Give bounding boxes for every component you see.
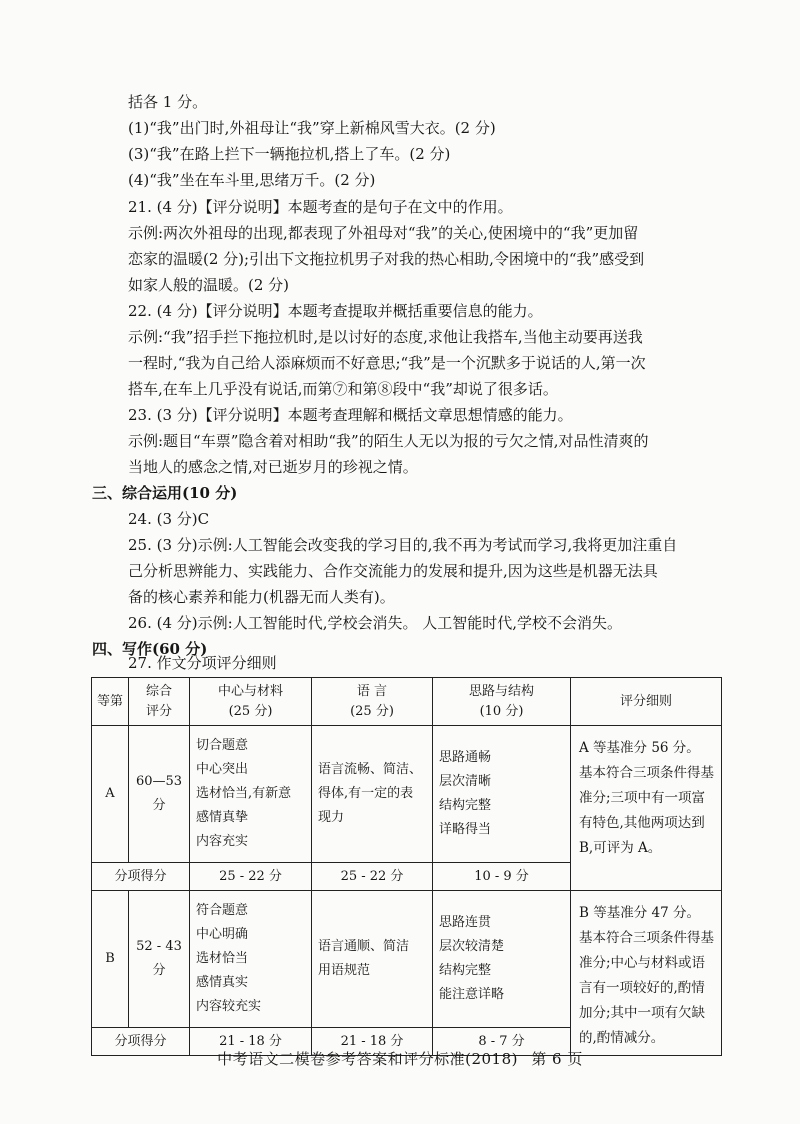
text-line: 示例:“我”招手拦下拖拉机时,是以讨好的态度,求他让我搭车,当他主动要再送我 (128, 328, 643, 346)
content-cell: 符合题意 中心明确 选材恰当 感情真实 内容较充实 (190, 891, 312, 1028)
footer-title: 中考语文二模卷参考答案和评分标准(2018) (217, 1050, 518, 1068)
subtotal-label: 分项得分 (92, 1028, 190, 1056)
subtotal-cell: 10 - 9 分 (433, 863, 571, 891)
rules-cell: B 等基准分 47 分。 基本符合三项条件得基 准分;中心与材料或语 言有一项较好的,酌情 加分;其中一项有欠缺 的,酌情减分。 (571, 891, 722, 1056)
language-cell: 语言流畅、简洁、 得体,有一定的表 现力 (312, 726, 433, 863)
subtotal-cell: 8 - 7 分 (433, 1028, 571, 1056)
text-line: 一程时,“我为自己给人添麻烦而不好意思;“我”是一个沉默多于说话的人,第一次 (128, 354, 646, 372)
grade-cell: B (92, 891, 129, 1028)
question-23: 23. (3 分)【评分说明】本题考查理解和概括文章思想情感的能力。 (128, 406, 573, 424)
structure-cell: 思路通畅 层次清晰 结构完整 详略得当 (433, 726, 571, 863)
text-line: 备的核心素养和能力(机器无而人类有)。 (128, 588, 395, 606)
page-number: 第 6 页 (531, 1050, 583, 1068)
question-26: 26. (4 分)示例:人工智能时代,学校会消失。 人工智能时代,学校不会消失。 (128, 614, 622, 632)
header-cell: 思路与结构 (10 分) (433, 678, 571, 726)
text-line: 当地人的感念之情,对已逝岁月的珍视之情。 (128, 458, 418, 476)
subtotal-label: 分项得分 (92, 863, 190, 891)
text-line: 己分析思辨能力、实践能力、合作交流能力的发展和提升,因为这些是机器无法具 (128, 562, 658, 580)
table-row (92, 891, 722, 1028)
header-cell: 语 言 (25 分) (312, 678, 433, 726)
text-line: (3)“我”在路上拦下一辆拖拉机,搭上了车。(2 分) (128, 145, 451, 163)
table-header-row (92, 678, 722, 726)
text-line: 如家人般的温暖。(2 分) (128, 276, 290, 294)
header-cell: 等第 (92, 678, 129, 726)
text-line: 示例:题目“车票”隐含着对相助“我”的陌生人无以为报的亏欠之情,对品性清爽的 (128, 432, 649, 450)
section-heading: 四、写作(60 分) (92, 640, 208, 658)
header-cell: 评分细则 (571, 678, 722, 726)
scoring-table (91, 677, 722, 1056)
subtotal-cell: 25 - 22 分 (312, 863, 433, 891)
question-21: 21. (4 分)【评分说明】本题考查的是句子在文中的作用。 (128, 198, 513, 216)
rules-cell: A 等基准分 56 分。 基本符合三项条件得基 准分;三项中有一项富 有特色,其他两项达到 B,可评为 A。 (571, 726, 722, 891)
question-24: 24. (3 分)C (128, 510, 210, 528)
language-cell: 语言通顺、简洁 用语规范 (312, 891, 433, 1028)
question-27: 27. 作文分项评分细则 (128, 654, 277, 672)
page-footer (0, 1048, 800, 1069)
content-cell: 切合题意 中心突出 选材恰当,有新意 感情真挚 内容充实 (190, 726, 312, 863)
text-line: 搭车,在车上几乎没有说话,而第⑦和第⑧段中“我”却说了很多话。 (128, 380, 558, 398)
subtotal-cell: 25 - 22 分 (190, 863, 312, 891)
text-line: (4)“我”坐在车斗里,思绪万千。(2 分) (128, 171, 376, 189)
grade-cell: A (92, 726, 129, 863)
subtotal-cell: 21 - 18 分 (312, 1028, 433, 1056)
question-22: 22. (4 分)【评分说明】本题考查提取并概括重要信息的能力。 (128, 302, 543, 320)
subtotal-cell: 21 - 18 分 (190, 1028, 312, 1056)
section-heading: 三、综合运用(10 分) (92, 484, 238, 502)
header-cell: 中心与材料 (25 分) (190, 678, 312, 726)
text-line: 示例:两次外祖母的出现,都表现了外祖母对“我”的关心,使困境中的“我”更加留 (128, 224, 639, 242)
range-cell: 60—53 分 (129, 726, 190, 863)
text-line: (1)“我”出门时,外祖母让“我”穿上新棉风雪大衣。(2 分) (128, 119, 496, 137)
text-line: 括各 1 分。 (128, 93, 208, 111)
structure-cell: 思路连贯 层次较清楚 结构完整 能注意详略 (433, 891, 571, 1028)
header-cell: 综合 评分 (129, 678, 190, 726)
question-25: 25. (3 分)示例:人工智能会改变我的学习目的,我不再为考试而学习,我将更加注重自 (128, 536, 678, 554)
range-cell: 52 - 43 分 (129, 891, 190, 1028)
text-line: 恋家的温暖(2 分);引出下文拖拉机男子对我的热心相助,令困境中的“我”感受到 (128, 250, 645, 268)
table-row (92, 726, 722, 863)
